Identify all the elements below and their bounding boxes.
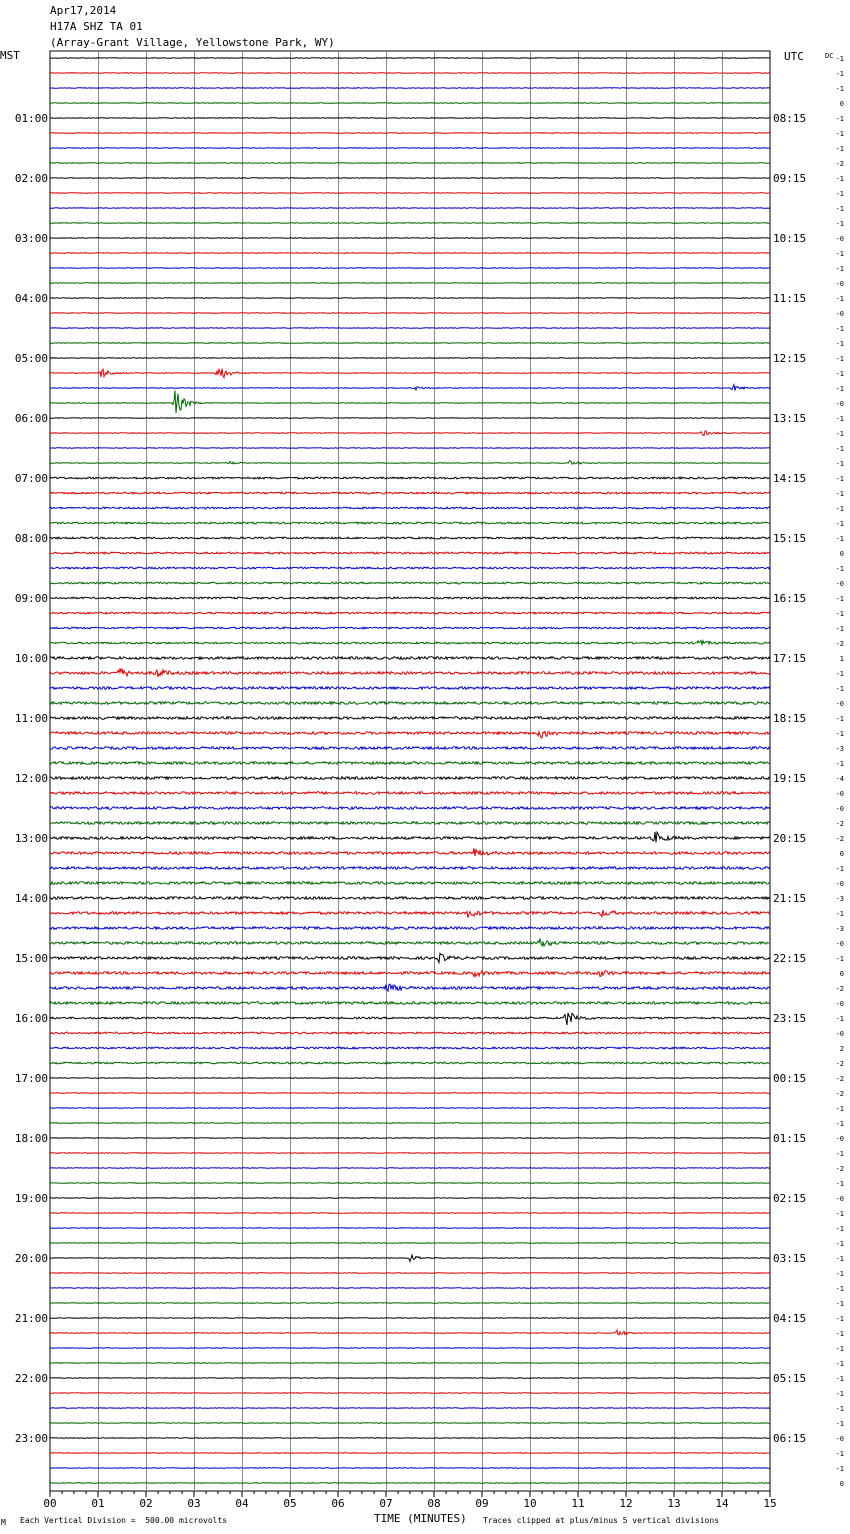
utc-hour-label: 05:15 xyxy=(773,1372,807,1385)
dc-offset-label: -1 xyxy=(835,220,844,228)
dc-offset-label: -1 xyxy=(835,595,844,603)
seismic-trace xyxy=(50,1138,770,1139)
station-label: H17A SHZ TA 01 xyxy=(50,20,143,33)
x-tick-label: 00 xyxy=(43,1497,57,1510)
seismic-trace xyxy=(50,1348,770,1349)
utc-hour-label: 04:15 xyxy=(773,1312,807,1325)
seismic-trace xyxy=(50,1002,770,1005)
utc-axis-label: UTC xyxy=(784,50,804,63)
location-label: (Array-Grant Village, Yellowstone Park, WY) xyxy=(50,36,335,49)
seismic-trace xyxy=(50,522,770,524)
dc-offset-label: -2 xyxy=(835,1090,844,1098)
seismic-trace xyxy=(50,268,770,269)
dc-offset-label: -2 xyxy=(835,1165,844,1173)
dc-offset-label: -1 xyxy=(835,1180,844,1188)
x-tick-label: 15 xyxy=(763,1497,777,1510)
seismic-trace xyxy=(50,369,770,378)
dc-offset-label: -0 xyxy=(835,280,844,288)
dc-offset-label: -1 xyxy=(835,1345,844,1353)
seismic-trace xyxy=(50,343,770,344)
dc-offset-label: -1 xyxy=(835,505,844,513)
seismic-trace xyxy=(50,1273,770,1274)
x-tick-label: 03 xyxy=(187,1497,201,1510)
seismic-trace xyxy=(50,832,770,842)
dc-offset-label: -1 xyxy=(835,565,844,573)
seismic-trace xyxy=(50,1303,770,1304)
dc-offset-label: -0 xyxy=(835,580,844,588)
mst-hour-label: 03:00 xyxy=(14,232,48,245)
mst-hour-label: 17:00 xyxy=(14,1072,48,1085)
seismic-trace xyxy=(50,777,770,780)
seismic-trace xyxy=(50,193,770,194)
seismic-trace xyxy=(50,597,770,599)
dc-offset-label: -1 xyxy=(835,1420,844,1428)
seismic-trace xyxy=(50,1288,770,1289)
dc-offset-label: -0 xyxy=(835,1000,844,1008)
seismic-trace xyxy=(50,627,770,629)
mst-hour-label: 22:00 xyxy=(14,1372,48,1385)
mst-axis-label: MST xyxy=(0,49,20,62)
seismic-trace xyxy=(50,391,770,414)
seismic-trace xyxy=(50,385,770,391)
dc-offset-label: -2 xyxy=(835,1075,844,1083)
seismic-trace xyxy=(50,1408,770,1409)
utc-hour-label: 09:15 xyxy=(773,172,807,185)
seismic-trace xyxy=(50,1468,770,1469)
utc-hour-label: 13:15 xyxy=(773,412,807,425)
dc-offset-label: -1 xyxy=(835,55,844,63)
dc-offset-label: -3 xyxy=(835,745,844,753)
seismic-trace xyxy=(50,1483,770,1484)
dc-offset-label: -0 xyxy=(835,700,844,708)
seismic-trace xyxy=(50,358,770,359)
seismic-trace xyxy=(50,283,770,284)
dc-offset-label: -1 xyxy=(835,175,844,183)
mst-hour-label: 18:00 xyxy=(14,1132,48,1145)
dc-offset-label: -1 xyxy=(835,460,844,468)
dc-offset-label: -1 xyxy=(835,685,844,693)
dc-offset-label: -1 xyxy=(835,535,844,543)
dc-offset-label: -1 xyxy=(835,430,844,438)
utc-hour-label: 19:15 xyxy=(773,772,807,785)
utc-hour-label: 21:15 xyxy=(773,892,807,905)
x-tick-label: 02 xyxy=(139,1497,153,1510)
x-tick-label: 12 xyxy=(619,1497,633,1510)
dc-offset-label: 1 xyxy=(839,655,844,663)
seismic-trace xyxy=(50,448,770,449)
seismic-trace xyxy=(50,1378,770,1379)
date-label: Apr17,2014 xyxy=(50,4,117,17)
dc-offset-label: -2 xyxy=(835,985,844,993)
seismic-trace xyxy=(50,1438,770,1439)
dc-offset-label: -1 xyxy=(835,1300,844,1308)
dc-offset-label: -1 xyxy=(835,910,844,918)
dc-offset-label: -1 xyxy=(835,250,844,258)
mst-hour-label: 13:00 xyxy=(14,832,48,845)
mst-hour-label: 19:00 xyxy=(14,1192,48,1205)
seismic-trace xyxy=(50,1330,770,1335)
utc-hour-label: 08:15 xyxy=(773,112,807,125)
seismic-trace xyxy=(50,313,770,314)
seismic-trace xyxy=(50,792,770,795)
utc-hour-label: 00:15 xyxy=(773,1072,807,1085)
mst-hour-label: 06:00 xyxy=(14,412,48,425)
seismic-trace xyxy=(50,1032,770,1034)
seismic-trace xyxy=(50,1228,770,1229)
seismic-trace xyxy=(50,537,770,539)
seismic-trace xyxy=(50,253,770,254)
mst-hour-label: 12:00 xyxy=(14,772,48,785)
seismic-trace xyxy=(50,867,770,870)
seismic-trace xyxy=(50,328,770,329)
mst-hour-label: 21:00 xyxy=(14,1312,48,1325)
dc-offset-label: -1 xyxy=(835,190,844,198)
mst-hour-label: 09:00 xyxy=(14,592,48,605)
seismic-trace xyxy=(50,1013,770,1025)
dc-offset-label: -1 xyxy=(835,1255,844,1263)
x-axis-title: TIME (MINUTES) xyxy=(374,1512,467,1525)
dc-offset-label: -1 xyxy=(835,265,844,273)
seismic-trace xyxy=(50,731,770,737)
dc-offset-label: -2 xyxy=(835,160,844,168)
seismic-trace xyxy=(50,1062,770,1064)
dc-offset-label: -1 xyxy=(835,1105,844,1113)
seismic-trace xyxy=(50,897,770,900)
dc-offset-label: -0 xyxy=(835,1135,844,1143)
scale-note: Each Vertical Division = 500.00 microvolts xyxy=(20,1516,228,1525)
x-tick-label: 08 xyxy=(427,1497,441,1510)
x-tick-label: 10 xyxy=(523,1497,537,1510)
utc-hour-label: 23:15 xyxy=(773,1012,807,1025)
dc-offset-label: -1 xyxy=(835,1360,844,1368)
dc-offset-label: -1 xyxy=(835,1270,844,1278)
x-tick-label: 05 xyxy=(283,1497,297,1510)
utc-hour-label: 10:15 xyxy=(773,232,807,245)
seismic-trace xyxy=(50,88,770,89)
seismic-trace xyxy=(50,73,770,74)
dc-offset-label: 0 xyxy=(839,850,844,858)
dc-offset-label: -3 xyxy=(835,925,844,933)
dc-offset-label: -1 xyxy=(835,1225,844,1233)
dc-offset-label: -1 xyxy=(835,955,844,963)
seismic-trace xyxy=(50,1363,770,1364)
dc-offset-label: 0 xyxy=(839,550,844,558)
dc-offset-label: -1 xyxy=(835,1390,844,1398)
dc-offset-label: -0 xyxy=(835,235,844,243)
seismic-trace xyxy=(50,238,770,239)
dc-offset-label: -1 xyxy=(835,370,844,378)
dc-offset-label: -2 xyxy=(835,835,844,843)
dc-offset-label: -1 xyxy=(835,145,844,153)
dc-offset-label: -0 xyxy=(835,790,844,798)
dc-offset-label: -3 xyxy=(835,895,844,903)
seismic-trace xyxy=(50,178,770,179)
mst-hour-label: 04:00 xyxy=(14,292,48,305)
seismic-trace xyxy=(50,717,770,720)
x-tick-label: 06 xyxy=(331,1497,345,1510)
seismic-trace xyxy=(50,298,770,299)
dc-offset-label: -1 xyxy=(835,760,844,768)
seismic-trace xyxy=(50,612,770,614)
seismic-trace xyxy=(50,927,770,930)
mst-hour-label: 01:00 xyxy=(14,112,48,125)
dc-offset-label: -1 xyxy=(835,1405,844,1413)
dc-offset-label: -1 xyxy=(835,1375,844,1383)
dc-offset-label: -1 xyxy=(835,295,844,303)
dc-offset-label: -0 xyxy=(835,805,844,813)
mst-hour-label: 02:00 xyxy=(14,172,48,185)
seismic-trace xyxy=(50,984,770,991)
x-tick-label: 13 xyxy=(667,1497,681,1510)
corner-mark: M xyxy=(1,1518,6,1527)
seismic-trace xyxy=(50,910,770,918)
seismic-trace xyxy=(50,1453,770,1454)
mst-hour-label: 05:00 xyxy=(14,352,48,365)
dc-offset-label: -2 xyxy=(835,820,844,828)
seismic-trace xyxy=(50,1153,770,1154)
dc-offset-label: -1 xyxy=(835,1150,844,1158)
seismic-trace xyxy=(50,1255,770,1261)
dc-offset-label: -1 xyxy=(835,70,844,78)
seismic-trace xyxy=(50,418,770,419)
utc-hour-label: 22:15 xyxy=(773,952,807,965)
utc-hour-label: 20:15 xyxy=(773,832,807,845)
utc-hour-label: 11:15 xyxy=(773,292,807,305)
dc-offset-label: -1 xyxy=(835,1015,844,1023)
seismic-trace xyxy=(50,58,770,59)
seismic-trace xyxy=(50,687,770,690)
seismic-trace xyxy=(50,1213,770,1214)
dc-offset-label: -1 xyxy=(835,355,844,363)
seismic-trace xyxy=(50,461,770,465)
clip-note: Traces clipped at plus/minus 5 vertical divisions xyxy=(483,1516,720,1525)
utc-hour-label: 12:15 xyxy=(773,352,807,365)
dc-offset-label: -1 xyxy=(835,520,844,528)
dc-offset-label: -1 xyxy=(835,670,844,678)
seismic-trace xyxy=(50,848,770,856)
mst-hour-label: 20:00 xyxy=(14,1252,48,1265)
seismic-trace xyxy=(50,148,770,149)
dc-offset-label: -1 xyxy=(835,625,844,633)
mst-hour-label: 08:00 xyxy=(14,532,48,545)
seismic-trace xyxy=(50,477,770,479)
seismic-trace xyxy=(50,939,770,946)
dc-offset-label: -1 xyxy=(835,325,844,333)
mst-hour-label: 23:00 xyxy=(14,1432,48,1445)
seismic-trace xyxy=(50,431,770,436)
seismic-trace xyxy=(50,702,770,705)
utc-hour-label: 06:15 xyxy=(773,1432,807,1445)
mst-hour-label: 15:00 xyxy=(14,952,48,965)
seismic-trace xyxy=(50,971,770,977)
utc-hour-label: 16:15 xyxy=(773,592,807,605)
utc-hour-label: 18:15 xyxy=(773,712,807,725)
dc-offset-label: -1 xyxy=(835,715,844,723)
seismic-trace xyxy=(50,668,770,677)
seismic-trace xyxy=(50,223,770,224)
dc-offset-label: -0 xyxy=(835,1435,844,1443)
dc-offset-label: -1 xyxy=(835,1285,844,1293)
x-tick-label: 14 xyxy=(715,1497,729,1510)
dc-offset-label: -0 xyxy=(835,940,844,948)
seismic-trace xyxy=(50,1123,770,1124)
dc-offset-label: -1 xyxy=(835,85,844,93)
dc-offset-label: 2 xyxy=(839,1045,844,1053)
seismic-trace xyxy=(50,953,770,962)
dc-offset-label: -2 xyxy=(835,1060,844,1068)
seismic-trace xyxy=(50,103,770,104)
dc-offset-label: -1 xyxy=(835,1240,844,1248)
dc-offset-label: -0 xyxy=(835,880,844,888)
x-tick-label: 09 xyxy=(475,1497,489,1510)
seismic-trace xyxy=(50,1423,770,1424)
dc-offset-label: -1 xyxy=(835,115,844,123)
seismic-trace xyxy=(50,1078,770,1079)
dc-offset-label: -1 xyxy=(835,1465,844,1473)
dc-offset-label: 0 xyxy=(839,100,844,108)
seismic-trace xyxy=(50,163,770,164)
seismic-trace xyxy=(50,1108,770,1109)
dc-offset-label: -1 xyxy=(835,1330,844,1338)
mst-hour-label: 11:00 xyxy=(14,712,48,725)
dc-offset-label: -1 xyxy=(835,730,844,738)
seismic-trace xyxy=(50,133,770,134)
dc-offset-label: -1 xyxy=(835,1315,844,1323)
dc-offset-label: -0 xyxy=(835,310,844,318)
seismic-trace xyxy=(50,822,770,825)
dc-offset-label: -1 xyxy=(835,475,844,483)
seismic-trace xyxy=(50,567,770,569)
mst-hour-label: 10:00 xyxy=(14,652,48,665)
dc-offset-label: -1 xyxy=(835,385,844,393)
seismic-trace xyxy=(50,552,770,554)
seismic-trace xyxy=(50,492,770,494)
mst-hour-label: 14:00 xyxy=(14,892,48,905)
utc-hour-label: 02:15 xyxy=(773,1192,807,1205)
x-tick-label: 11 xyxy=(571,1497,585,1510)
seismic-trace xyxy=(50,118,770,119)
utc-hour-label: 17:15 xyxy=(773,652,807,665)
seismic-trace xyxy=(50,1183,770,1184)
dc-offset-label: -1 xyxy=(835,340,844,348)
plot-frame xyxy=(50,51,770,1491)
seismic-trace xyxy=(50,1318,770,1319)
dc-label: DC xyxy=(825,52,834,60)
dc-offset-label: 0 xyxy=(839,970,844,978)
dc-offset-label: -1 xyxy=(835,490,844,498)
dc-offset-label: -1 xyxy=(835,865,844,873)
mst-hour-label: 07:00 xyxy=(14,472,48,485)
utc-hour-label: 01:15 xyxy=(773,1132,807,1145)
dc-offset-label: -0 xyxy=(835,400,844,408)
dc-offset-label: 0 xyxy=(839,1480,844,1488)
seismic-trace xyxy=(50,582,770,584)
mst-hour-label: 16:00 xyxy=(14,1012,48,1025)
dc-offset-label: -1 xyxy=(835,445,844,453)
seismic-trace xyxy=(50,1093,770,1094)
seismic-trace xyxy=(50,1198,770,1199)
dc-offset-label: -1 xyxy=(835,205,844,213)
seismic-trace xyxy=(50,641,770,645)
dc-offset-label: -4 xyxy=(835,775,844,783)
dc-offset-label: -1 xyxy=(835,130,844,138)
seismic-trace xyxy=(50,762,770,765)
dc-offset-label: -0 xyxy=(835,1195,844,1203)
x-tick-label: 07 xyxy=(379,1497,393,1510)
seismic-trace xyxy=(50,882,770,885)
seismic-trace xyxy=(50,1243,770,1244)
x-tick-label: 01 xyxy=(91,1497,105,1510)
seismic-trace xyxy=(50,747,770,750)
dc-offset-label: -2 xyxy=(835,640,844,648)
dc-offset-label: -1 xyxy=(835,1120,844,1128)
utc-hour-label: 03:15 xyxy=(773,1252,807,1265)
seismic-trace xyxy=(50,507,770,509)
seismic-trace xyxy=(50,657,770,660)
seismic-trace xyxy=(50,807,770,810)
seismic-trace xyxy=(50,1393,770,1394)
dc-offset-label: -1 xyxy=(835,1210,844,1218)
seismic-trace xyxy=(50,1047,770,1049)
seismic-trace xyxy=(50,208,770,209)
dc-offset-label: -1 xyxy=(835,415,844,423)
utc-hour-label: 14:15 xyxy=(773,472,807,485)
dc-offset-label: -1 xyxy=(835,1450,844,1458)
utc-hour-label: 15:15 xyxy=(773,532,807,545)
seismic-trace xyxy=(50,1168,770,1169)
dc-offset-label: -1 xyxy=(835,610,844,618)
dc-offset-label: -0 xyxy=(835,1030,844,1038)
x-tick-label: 04 xyxy=(235,1497,249,1510)
